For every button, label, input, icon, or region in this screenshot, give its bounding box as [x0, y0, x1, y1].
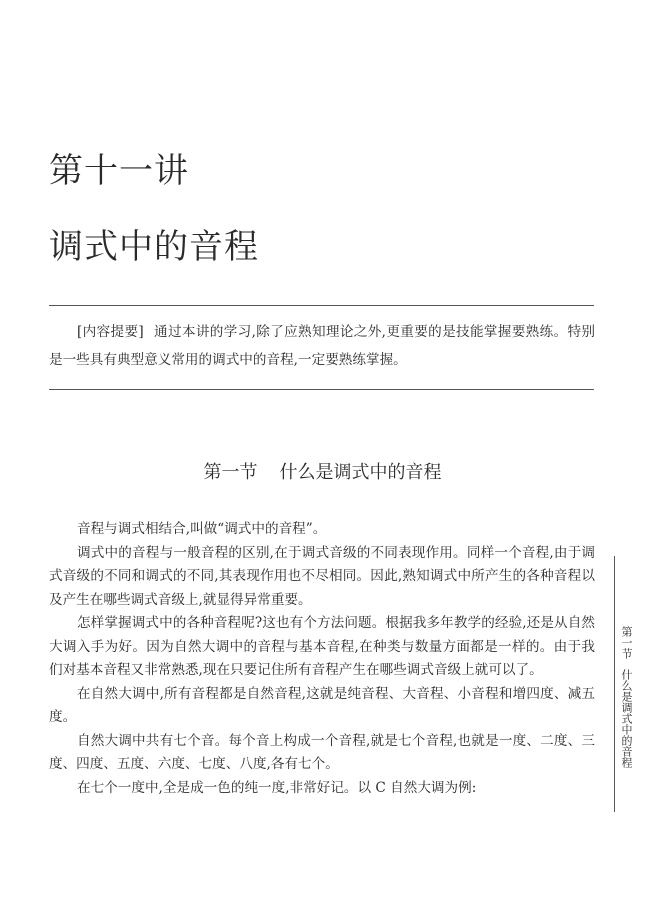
abstract-bottom-rule	[49, 389, 594, 390]
paragraph: 在自然大调中,所有音程都是自然音程,这就是纯音程、大音程、小音程和增四度、减五度。	[49, 685, 595, 725]
lecture-title: 调式中的音程	[49, 227, 259, 267]
running-head-title: 什么是调式中的音程	[620, 669, 633, 768]
abstract-text: 通过本讲的学习,除了应熟知理论之外,更重要的是技能掌握要熟练。特别是一些具有典型意义常用的调式中的音程,一定要熟练掌握。	[49, 324, 596, 368]
section-heading	[0, 458, 645, 488]
lecture-number: 第十一讲	[49, 151, 189, 191]
paragraph: 音程与调式相结合,叫做“调式中的音程”。	[77, 521, 327, 537]
running-head	[619, 626, 633, 768]
paragraph: 怎样掌握调式中的各种音程呢?这也有个方法问题。根据我多年教学的经验,还是从自然大调入手为好。因为自然大调中的音程与基本音程,在种类与数量方面都是一样的。由于我们对基本音程又非常熟悉,现在只要记住所有音程产生在哪些调式音级上就可以了。	[49, 615, 595, 678]
paragraph: 自然大调中共有七个音。每个音上构成一个音程,就是七个音程,也就是一度、二度、三度、四度、五度、六度、七度、八度,各有七个。	[49, 732, 595, 772]
abstract	[49, 318, 595, 374]
paragraph: 在七个一度中,全是成一色的纯一度,非常好记。以 C 自然大调为例:	[77, 779, 477, 796]
paragraph: 调式中的音程与一般音程的区别,在于调式音级的不同表现作用。同样一个音程,由于调式音级的不同和调式的不同,其表现作用也不尽相同。因此,熟知调式中所产生的各种音程以及产生在哪些调式音级上,就显得异常重要。	[49, 544, 595, 608]
section-number: 第一节	[203, 462, 258, 483]
abstract-top-rule	[49, 305, 594, 306]
section-title: 什么是调式中的音程	[279, 462, 442, 483]
abstract-tag: [内容提要]	[77, 324, 144, 340]
body-text	[49, 518, 595, 800]
running-head-section: 第一节	[620, 626, 633, 659]
running-head-rule	[614, 556, 615, 812]
